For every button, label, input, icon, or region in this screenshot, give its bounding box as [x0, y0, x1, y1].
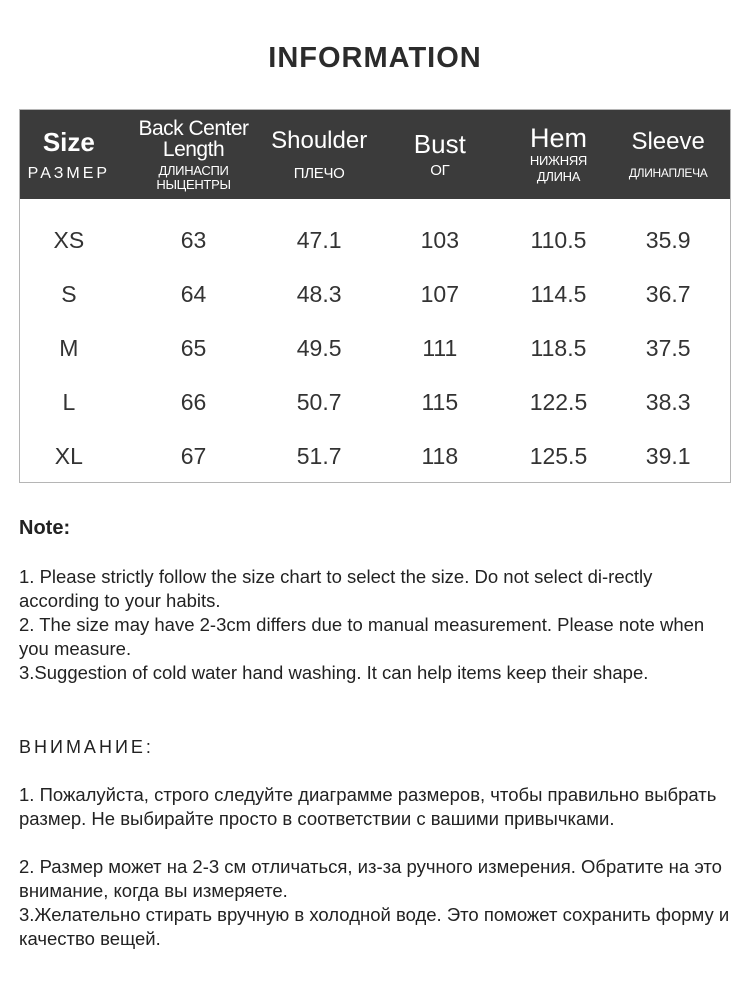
cell-size: S	[61, 280, 77, 307]
cell-size: XS	[53, 226, 85, 253]
header-size-ru: РАЗМЕР	[27, 164, 111, 182]
cell-sleeve: 36.7	[645, 280, 691, 307]
cell-shoulder: 47.1	[296, 226, 342, 253]
table-row	[20, 267, 730, 321]
header-back-center-length-en-2: Length	[162, 137, 225, 161]
cell-bust: 111	[422, 334, 458, 361]
cell-back-center-length: 67	[180, 442, 207, 469]
header-size-en: Size	[42, 126, 95, 157]
header-hem-ru-1: НИЖНЯЯ	[529, 152, 588, 168]
cell-shoulder: 51.7	[296, 442, 342, 469]
table-row	[20, 375, 730, 429]
cell-hem: 114.5	[530, 280, 587, 307]
size-chart-table	[19, 109, 731, 483]
table-body	[20, 199, 730, 483]
cell-bust: 103	[420, 226, 459, 253]
header-hem-en: Hem	[529, 122, 587, 153]
cell-size: XL	[54, 442, 83, 469]
note-item-2: 2. The size may have 2-3cm differs due to manual measurement. Please note when you measure.	[19, 614, 705, 659]
cell-bust: 118	[421, 442, 459, 469]
header-shoulder-ru: ПЛЕЧО	[293, 164, 345, 182]
header-sleeve-en: Sleeve	[631, 127, 705, 155]
cell-shoulder: 49.5	[296, 334, 342, 361]
cell-size: M	[59, 334, 79, 361]
cell-sleeve: 39.1	[645, 442, 691, 469]
header-sleeve-ru: ДЛИНАПЛЕЧА	[628, 165, 708, 180]
header-bust	[369, 110, 511, 199]
header-back-center-length-ru-2: НЫЦЕНТРЫ	[156, 176, 231, 192]
table-row	[20, 429, 730, 483]
note-ru-item-3: 3.Желательно стирать вручную в холодной воде. Это поможет сохранить форму и качество вещей.	[19, 904, 730, 949]
table-header	[20, 110, 730, 199]
header-bust-en: Bust	[413, 128, 466, 159]
note-item-3: 3.Suggestion of cold water hand washing. It can help items keep their shape.	[19, 662, 649, 683]
cell-hem: 125.5	[529, 442, 588, 469]
header-shoulder-en: Shoulder	[271, 126, 368, 154]
note-ru-item-1: 1. Пожалуйста, строго следуйте диаграмме размеров, чтобы правильно выбрать размер. Не выбирайте просто в соответствии с вашими привычками.	[19, 784, 717, 829]
note-ru-item-2: 2. Размер может на 2-3 см отличаться, из-за ручного измерения. Обратите на это внимание, когда вы измеряете.	[19, 856, 722, 901]
header-sleeve	[606, 110, 730, 199]
cell-bust: 115	[421, 388, 459, 415]
page-title: INFORMATION	[268, 42, 482, 74]
cell-back-center-length: 65	[180, 334, 207, 361]
header-back-center-length-ru-1: ДЛИНАСПИ	[158, 162, 229, 178]
cell-back-center-length: 63	[180, 226, 207, 253]
header-shoulder	[269, 110, 369, 199]
cell-shoulder: 50.7	[296, 388, 342, 415]
cell-hem: 118.5	[530, 334, 587, 361]
header-size	[20, 110, 118, 199]
table-row	[20, 213, 730, 267]
header-back-center-length-en-1: Back Center	[138, 116, 249, 140]
note-ru-heading: ВНИМАНИЕ:	[19, 737, 154, 757]
header-hem-ru-2: ДЛИНА	[536, 168, 581, 184]
cell-hem: 122.5	[529, 388, 588, 415]
cell-size: L	[62, 388, 76, 415]
cell-shoulder: 48.3	[296, 280, 342, 307]
note-heading: Note:	[19, 517, 71, 539]
table-row	[20, 321, 730, 375]
cell-sleeve: 35.9	[645, 226, 691, 253]
header-back-center-length	[118, 110, 270, 199]
cell-sleeve: 37.5	[645, 334, 691, 361]
cell-back-center-length: 64	[180, 280, 207, 307]
cell-back-center-length: 66	[180, 388, 207, 415]
header-hem	[511, 110, 607, 199]
cell-sleeve: 38.3	[645, 388, 691, 415]
header-bust-ru: ОГ	[430, 161, 450, 179]
cell-hem: 110.5	[530, 226, 587, 253]
note-item-1: 1. Please strictly follow the size chart to select the size. Do not select di-rectly according to your habits.	[19, 566, 653, 611]
cell-bust: 107	[420, 280, 459, 307]
